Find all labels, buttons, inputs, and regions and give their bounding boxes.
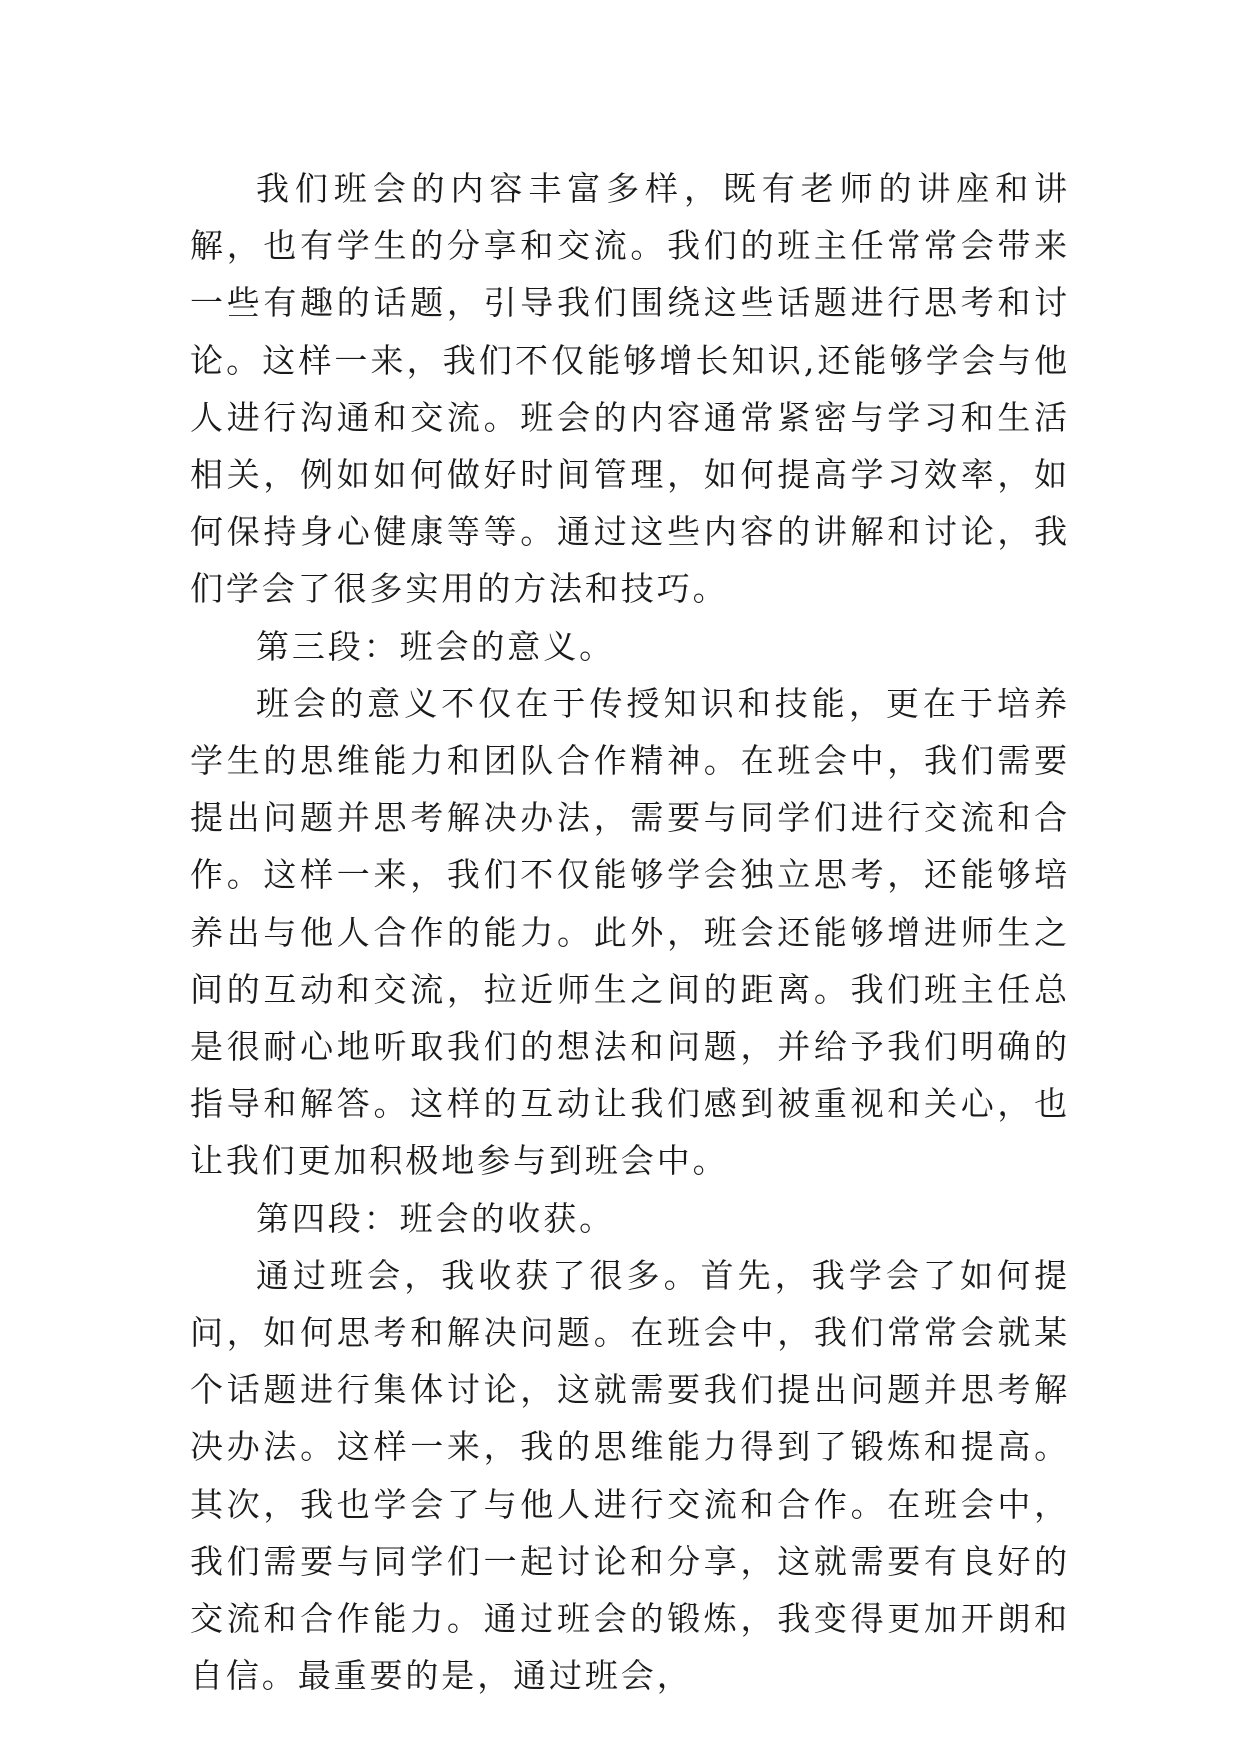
paragraph-meaning: 班会的意义不仅在于传授知识和技能，更在于培养学生的思维能力和团队合作精神。在班会中，我们需要提出问题并思考解决办法，需要与同学们进行交流和合作。这样一来，我们不仅能够学会独立思考，还能够培养出与他人合作的能力。此外，班会还能够增进师生之间的互动和交流，拉近师生之间的距离。我们班主任总是很耐心地听取我们的想法和问题，并给予我们明确的指导和解答。这样的互动让我们感到被重视和关心，也让我们更加积极地参与到班会中。 xyxy=(190,683,1070,1181)
document-body xyxy=(190,160,1070,1704)
section-heading-four: 第四段：班会的收获。 xyxy=(256,1198,615,1238)
paragraph-gains: 通过班会，我收获了很多。首先，我学会了如何提问，如何思考和解决问题。在班会中，我们常常会就某个话题进行集体讨论，这就需要我们提出问题并思考解决办法。这样一来，我的思维能力得到了锻炼和提高。其次，我也学会了与他人进行交流和合作。在班会中，我们需要与同学们一起讨论和分享，这就需要有良好的交流和合作能力。通过班会的锻炼，我变得更加开朗和自信。最重要的是，通过班会， xyxy=(190,1255,1070,1696)
paragraph-content-variety: 我们班会的内容丰富多样，既有老师的讲座和讲解，也有学生的分享和交流。我们的班主任常常会带来一些有趣的话题，引导我们围绕这些话题进行思考和讨论。这样一来，我们不仅能够增长知识,还能够学会与他人进行沟通和交流。班会的内容通常紧密与学习和生活相关，例如如何做好时间管理，如何提高学习效率，如何保持身心健康等等。通过这些内容的讲解和讨论，我们学会了很多实用的方法和技巧。 xyxy=(190,169,1070,609)
section-heading-three: 第三段：班会的意义。 xyxy=(256,626,615,666)
